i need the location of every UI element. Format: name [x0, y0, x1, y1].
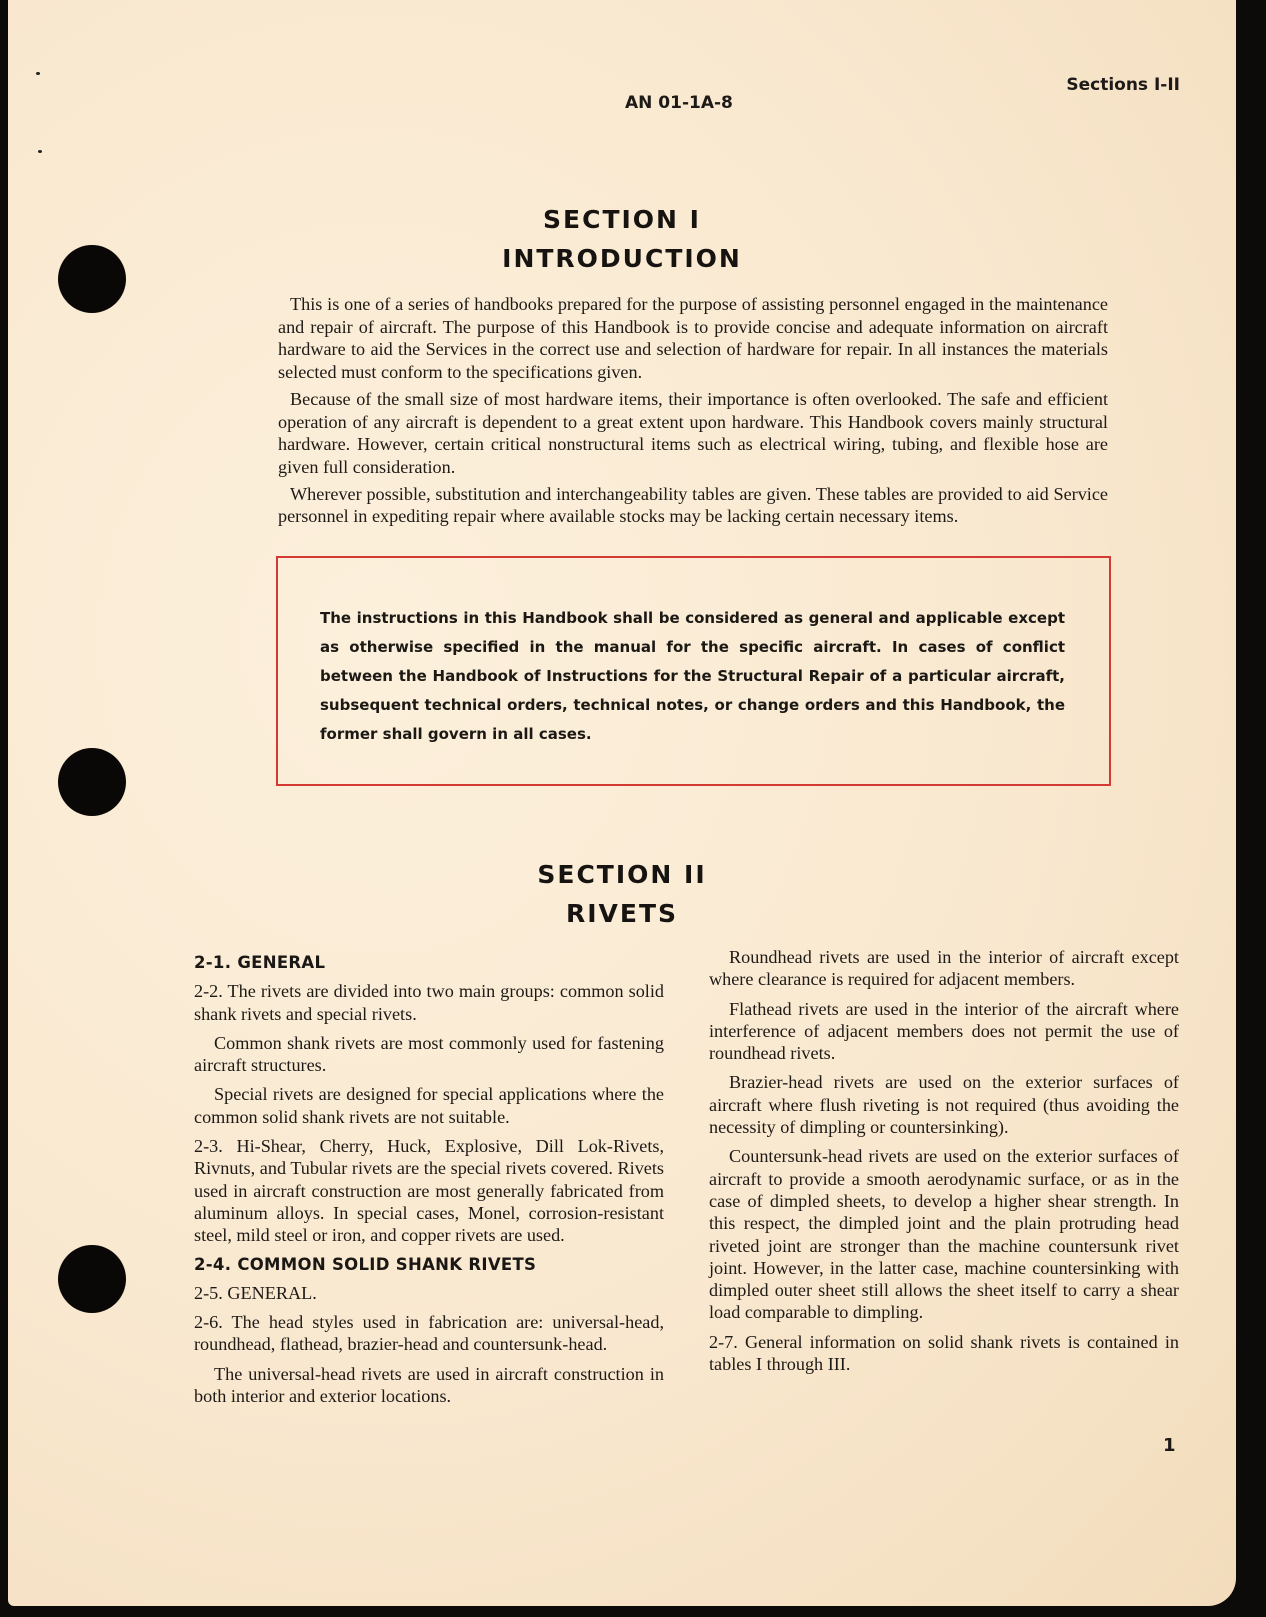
intro-paragraph: This is one of a series of handbooks prepared for the purpose of assisting personnel engaged in the maintenance and repair of aircraft. The purpose of this Handbook is to provide concise and adequate information on aircraft hardware to aid the Services in the correct use and selection of hardware for repair. In all instances the materials selected must conform to the specifications given. [278, 294, 1108, 383]
paper-speck [36, 72, 40, 75]
binder-hole-icon [58, 748, 126, 816]
paragraph: 2-7. General information on solid shank rivets is contained in tables I through III. [709, 1331, 1179, 1375]
left-column [194, 952, 664, 1414]
sections-label: Sections I-II [1066, 75, 1180, 95]
notice-box [276, 556, 1111, 786]
section-1-title: INTRODUCTION [502, 244, 742, 273]
intro-paragraph: Wherever possible, substitution and interchangeability tables are given. These tables are provided to aid Service personnel in expediting repair where available stocks may be lacking certain necessary items. [278, 483, 1108, 527]
heading-2-1: 2-1. GENERAL [194, 953, 326, 972]
heading-2-4: 2-4. COMMON SOLID SHANK RIVETS [194, 1254, 537, 1274]
introduction-text [278, 293, 1108, 532]
paragraph: Common shank rivets are most commonly used for fastening aircraft structures. [194, 1032, 664, 1076]
binder-hole-icon [58, 1245, 126, 1313]
page-number: 1 [1163, 1435, 1176, 1456]
paragraph: Flathead rivets are used in the interior of the aircraft where interference of adjacent members does not permit the use of roundhead rivets. [709, 998, 1179, 1064]
paragraph: 2-5. GENERAL. [194, 1282, 317, 1303]
paragraph: 2-2. The rivets are divided into two main groups: common solid shank rivets and special rivets. [194, 981, 664, 1024]
paragraph: Special rivets are designed for special applications where the common solid shank rivets are not suitable. [194, 1084, 664, 1127]
paragraph: Roundhead rivets are used in the interior of aircraft except where clearance is required for adjacent members. [709, 947, 1179, 990]
document-id: AN 01-1A-8 [625, 93, 733, 113]
paper-speck [38, 150, 42, 153]
paragraph: Countersunk-head rivets are used on the exterior surfaces of aircraft to provide a smooth aerodynamic surface, or as in the case of dimpled sheets, to develop a higher shear strength. In this respect, the dimpled joint and the plain protruding head riveted joint are stronger than the machine countersunk rivet joint. However, in the latter case, machine countersinking with dimpled outer sheet still allows the sheet itself to carry a shear load comparable to dimpling. [709, 1146, 1179, 1323]
notice-text: The instructions in this Handbook shall be considered as general and applicable except as otherwise specified in the manual for the specific aircraft. In cases of conflict between the Handbook of Instructions for the Structural Repair of a particular aircraft, subsequent technical orders, technical notes, or change orders and this Handbook, the former shall govern in all cases. [320, 609, 1065, 743]
paragraph: The universal-head rivets are used in aircraft construction in both interior and exterior locations. [194, 1363, 664, 1407]
section-1-number: SECTION I [543, 205, 701, 234]
paragraph: Brazier-head rivets are used on the exterior surfaces of aircraft where flush riveting is not required (thus avoiding the necessity of dimpling or countersinking). [709, 1072, 1179, 1138]
right-column [709, 946, 1179, 1382]
intro-paragraph: Because of the small size of most hardware items, their importance is often overlooked. The safe and efficient operation of any aircraft is dependent to a great extent upon hardware. This Handbook covers mainly structural hardware. However, certain critical nonstructural items such as electrical wiring, tubing, and flexible hose are given full consideration. [278, 388, 1108, 477]
section-2-number: SECTION II [537, 860, 707, 889]
section-2-title: RIVETS [565, 899, 679, 928]
paragraph: 2-3. Hi-Shear, Cherry, Huck, Explosive, Dill Lok-Rivets, Rivnuts, and Tubular rivets are the special rivets covered. Rivets used in aircraft construction are most generally fabricated from aluminum alloys. In special cases, Monel, corrosion-resistant steel, mild steel or iron, and copper rivets are used. [194, 1136, 664, 1246]
paragraph: 2-6. The head styles used in fabrication are: universal-head, roundhead, flathead, brazier-head and countersunk-head. [194, 1312, 664, 1355]
document-page [8, 0, 1236, 1606]
